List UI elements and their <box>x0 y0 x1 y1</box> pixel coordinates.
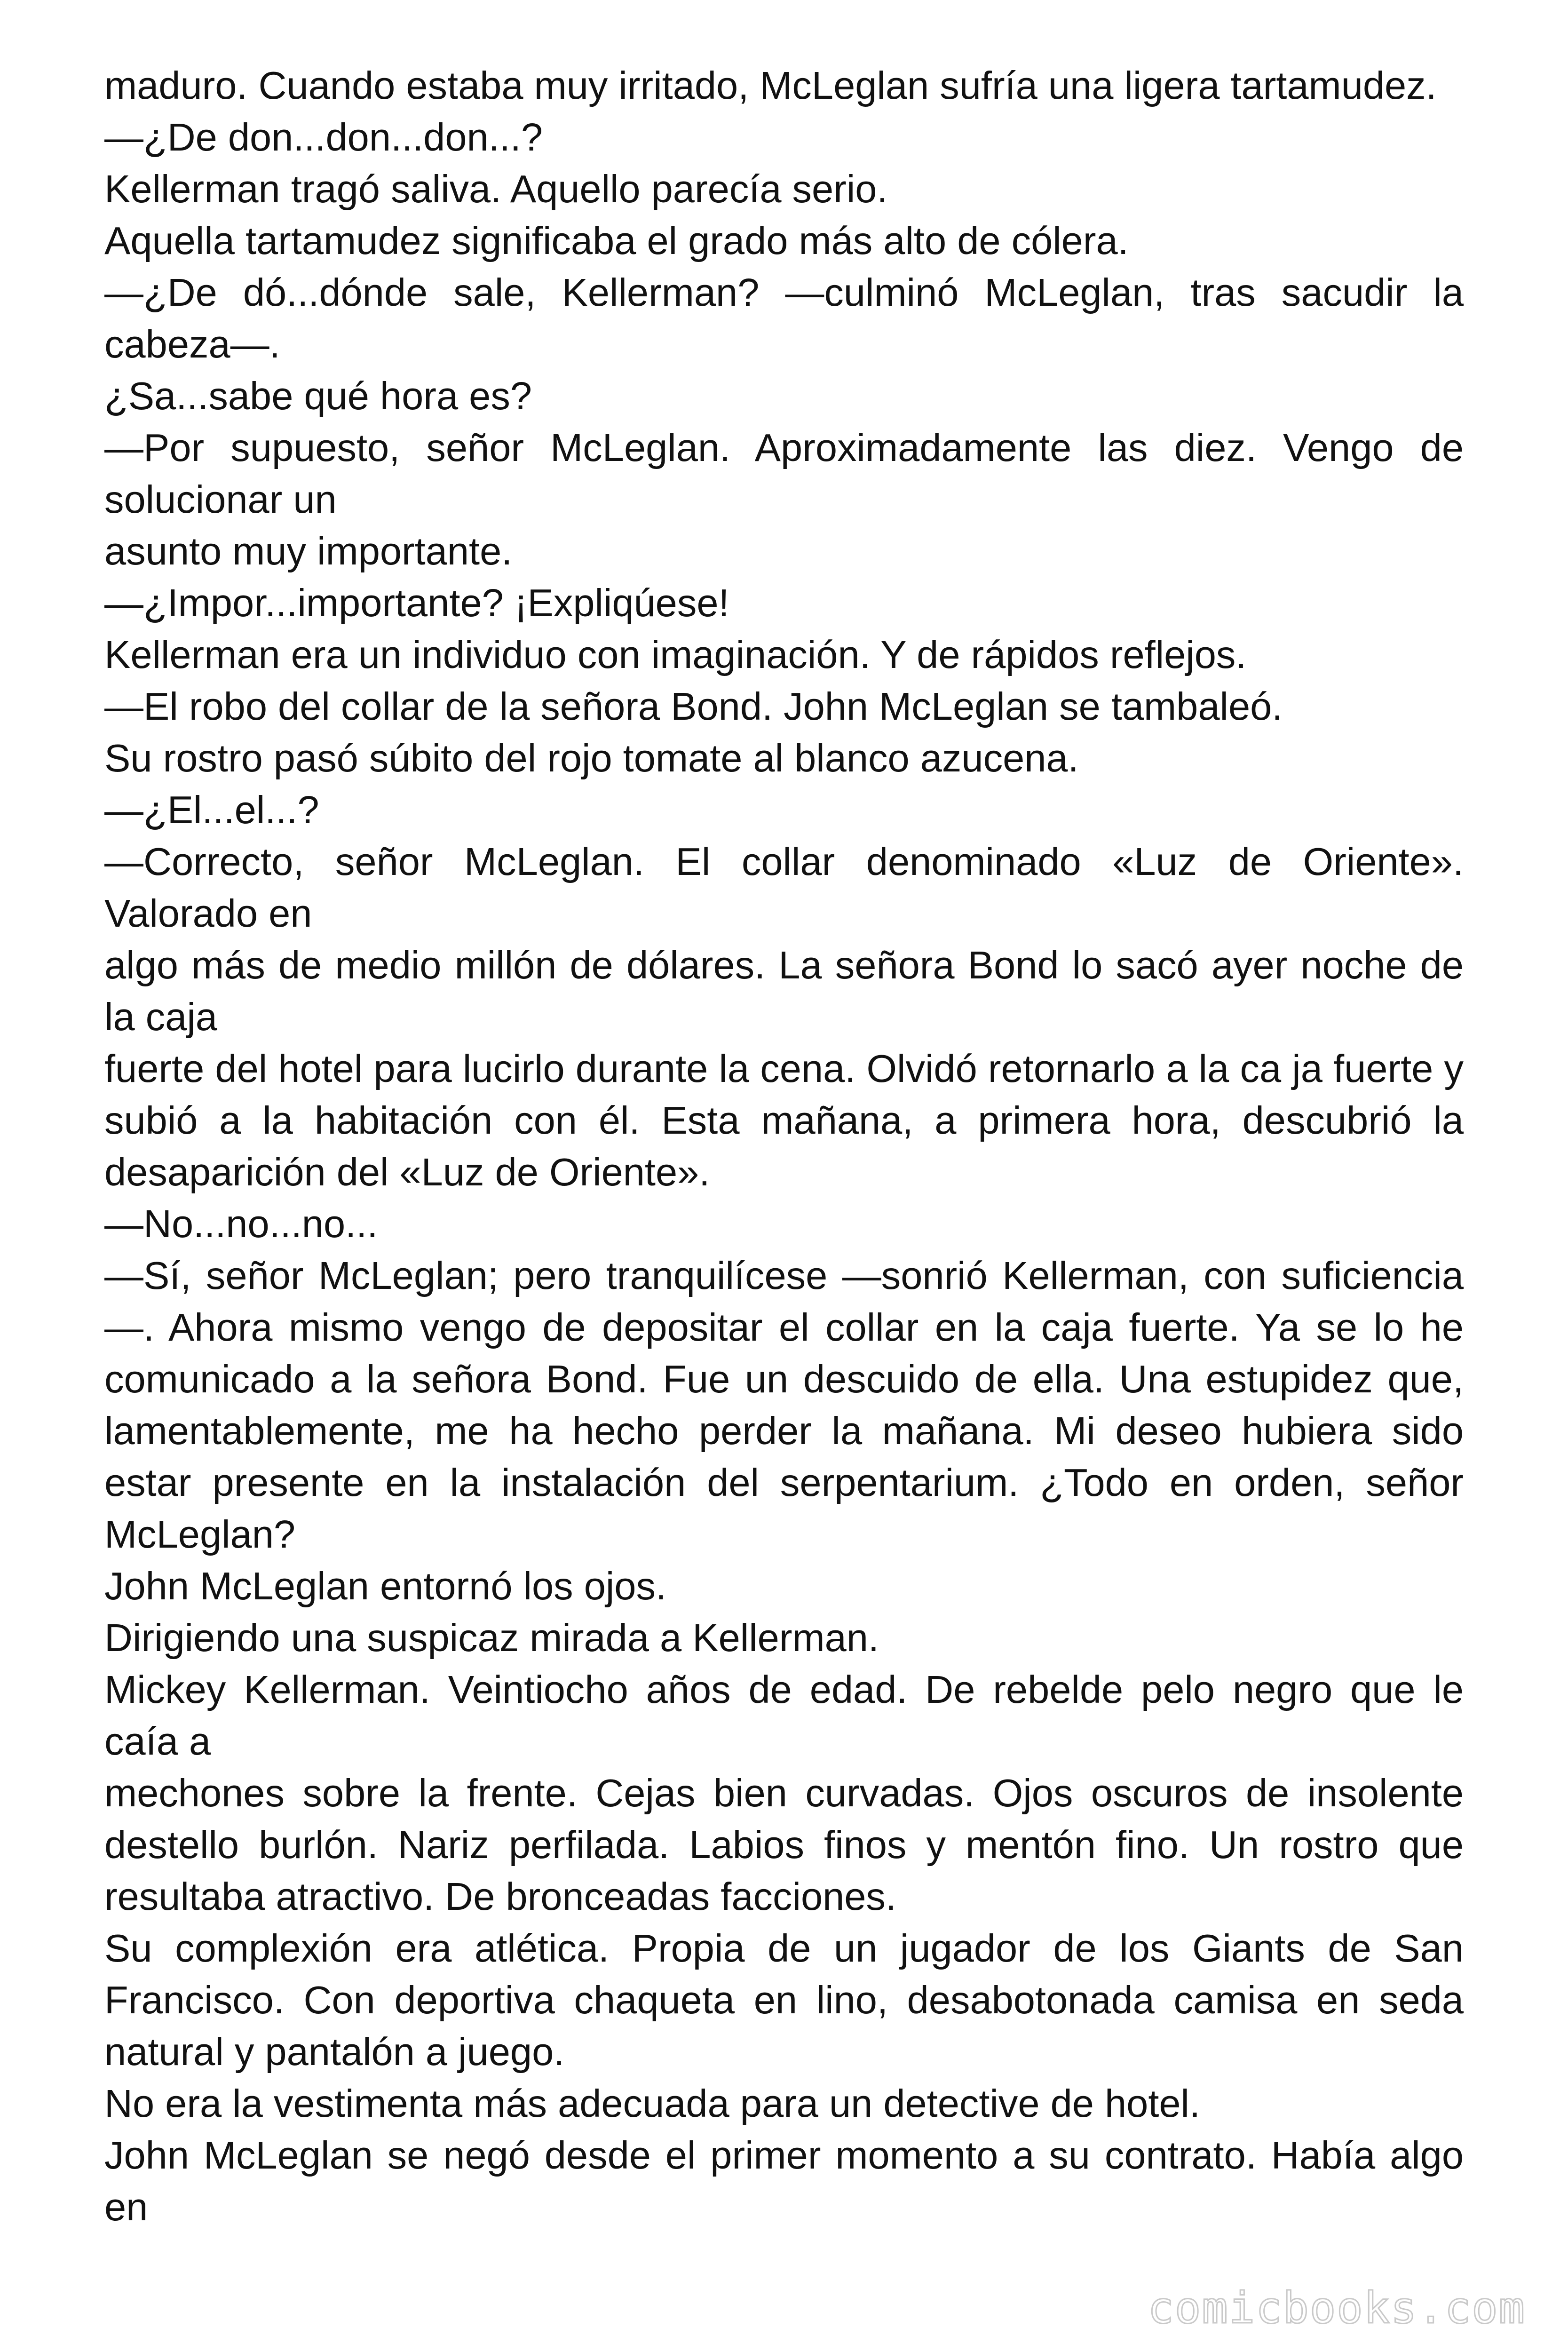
paragraph: —¿De don...don...don...? <box>104 115 543 159</box>
paragraph: —¿Impor...importante? ¡Expliqúese! <box>104 581 729 625</box>
paragraph: mechones sobre la frente. Cejas bien curvadas. Ojos oscuros de insolente destello burlón. Nariz perfilada. Labios finos y mentón fino. Un rostro que resultaba atractivo. De bronceadas facciones. <box>104 1771 1464 1918</box>
paragraph: Kellerman era un individuo con imaginación. Y de rápidos reflejos. <box>104 633 1247 676</box>
paragraph: No era la vestimenta más adecuada para un detective de hotel. <box>104 2082 1201 2125</box>
paragraph: —Correcto, señor McLeglan. El collar denominado «Luz de Oriente». Valorado en <box>104 840 1464 935</box>
paragraph: —Por supuesto, señor McLeglan. Aproximadamente las diez. Vengo de solucionar un <box>104 426 1464 521</box>
watermark: comicbooks.com <box>1148 2283 1526 2333</box>
paragraph: ¿Sa...sabe qué hora es? <box>104 374 532 418</box>
paragraph: —No...no...no... <box>104 1202 378 1246</box>
paragraph: Mickey Kellerman. Veintiocho años de edad. De rebelde pelo negro que le caía a <box>104 1668 1464 1763</box>
paragraph: Su rostro pasó súbito del rojo tomate al blanco azucena. <box>104 736 1079 780</box>
paragraph: asunto muy importante. <box>104 529 513 573</box>
paragraph: fuerte del hotel para lucirlo durante la cena. Olvidó retornarlo a la ca ja fuerte y subió a la habitación con él. Esta mañana, a primera hora, descubrió la desaparición del «Luz de Oriente». <box>104 1047 1464 1194</box>
paragraph: —¿El...el...? <box>104 788 319 832</box>
paragraph: Dirigiendo una suspicaz mirada a Kellerman. <box>104 1616 879 1660</box>
paragraph: —Sí, señor McLeglan; pero tranquilícese —sonrió Kellerman, con suficiencia—. Ahora mismo vengo de depositar el collar en la caja fuerte. Ya se lo he comunicado a la señora Bond. Fue un descuido de ella. Una estupidez que, lamentablemente, me ha hecho perder la mañana. Mi deseo hubiera sido estar presente en la instalación del serpentarium. ¿Todo en orden, señor McLeglan? <box>104 1254 1464 1556</box>
paragraph: Aquella tartamudez significaba el grado más alto de cólera. <box>104 219 1129 262</box>
paragraph: maduro. Cuando estaba muy irritado, McLeglan sufría una ligera tartamudez. <box>104 64 1437 107</box>
paragraph: Su complexión era atlética. Propia de un jugador de los Giants de San Francisco. Con deportiva chaqueta en lino, desabotonada camisa en seda natural y pantalón a juego. <box>104 1926 1464 2074</box>
document-body <box>104 60 1464 2233</box>
paragraph: —El robo del collar de la señora Bond. John McLeglan se tambaleó. <box>104 684 1283 728</box>
paragraph: John McLeglan se negó desde el primer momento a su contrato. Había algo en <box>104 2133 1464 2229</box>
paragraph: Kellerman tragó saliva. Aquello parecía serio. <box>104 167 888 211</box>
paragraph: algo más de medio millón de dólares. La señora Bond lo sacó ayer noche de la caja <box>104 943 1464 1039</box>
paragraph: John McLeglan entornó los ojos. <box>104 1564 667 1608</box>
paragraph: —¿De dó...dónde sale, Kellerman? —culminó McLeglan, tras sacudir la cabeza—. <box>104 270 1464 366</box>
